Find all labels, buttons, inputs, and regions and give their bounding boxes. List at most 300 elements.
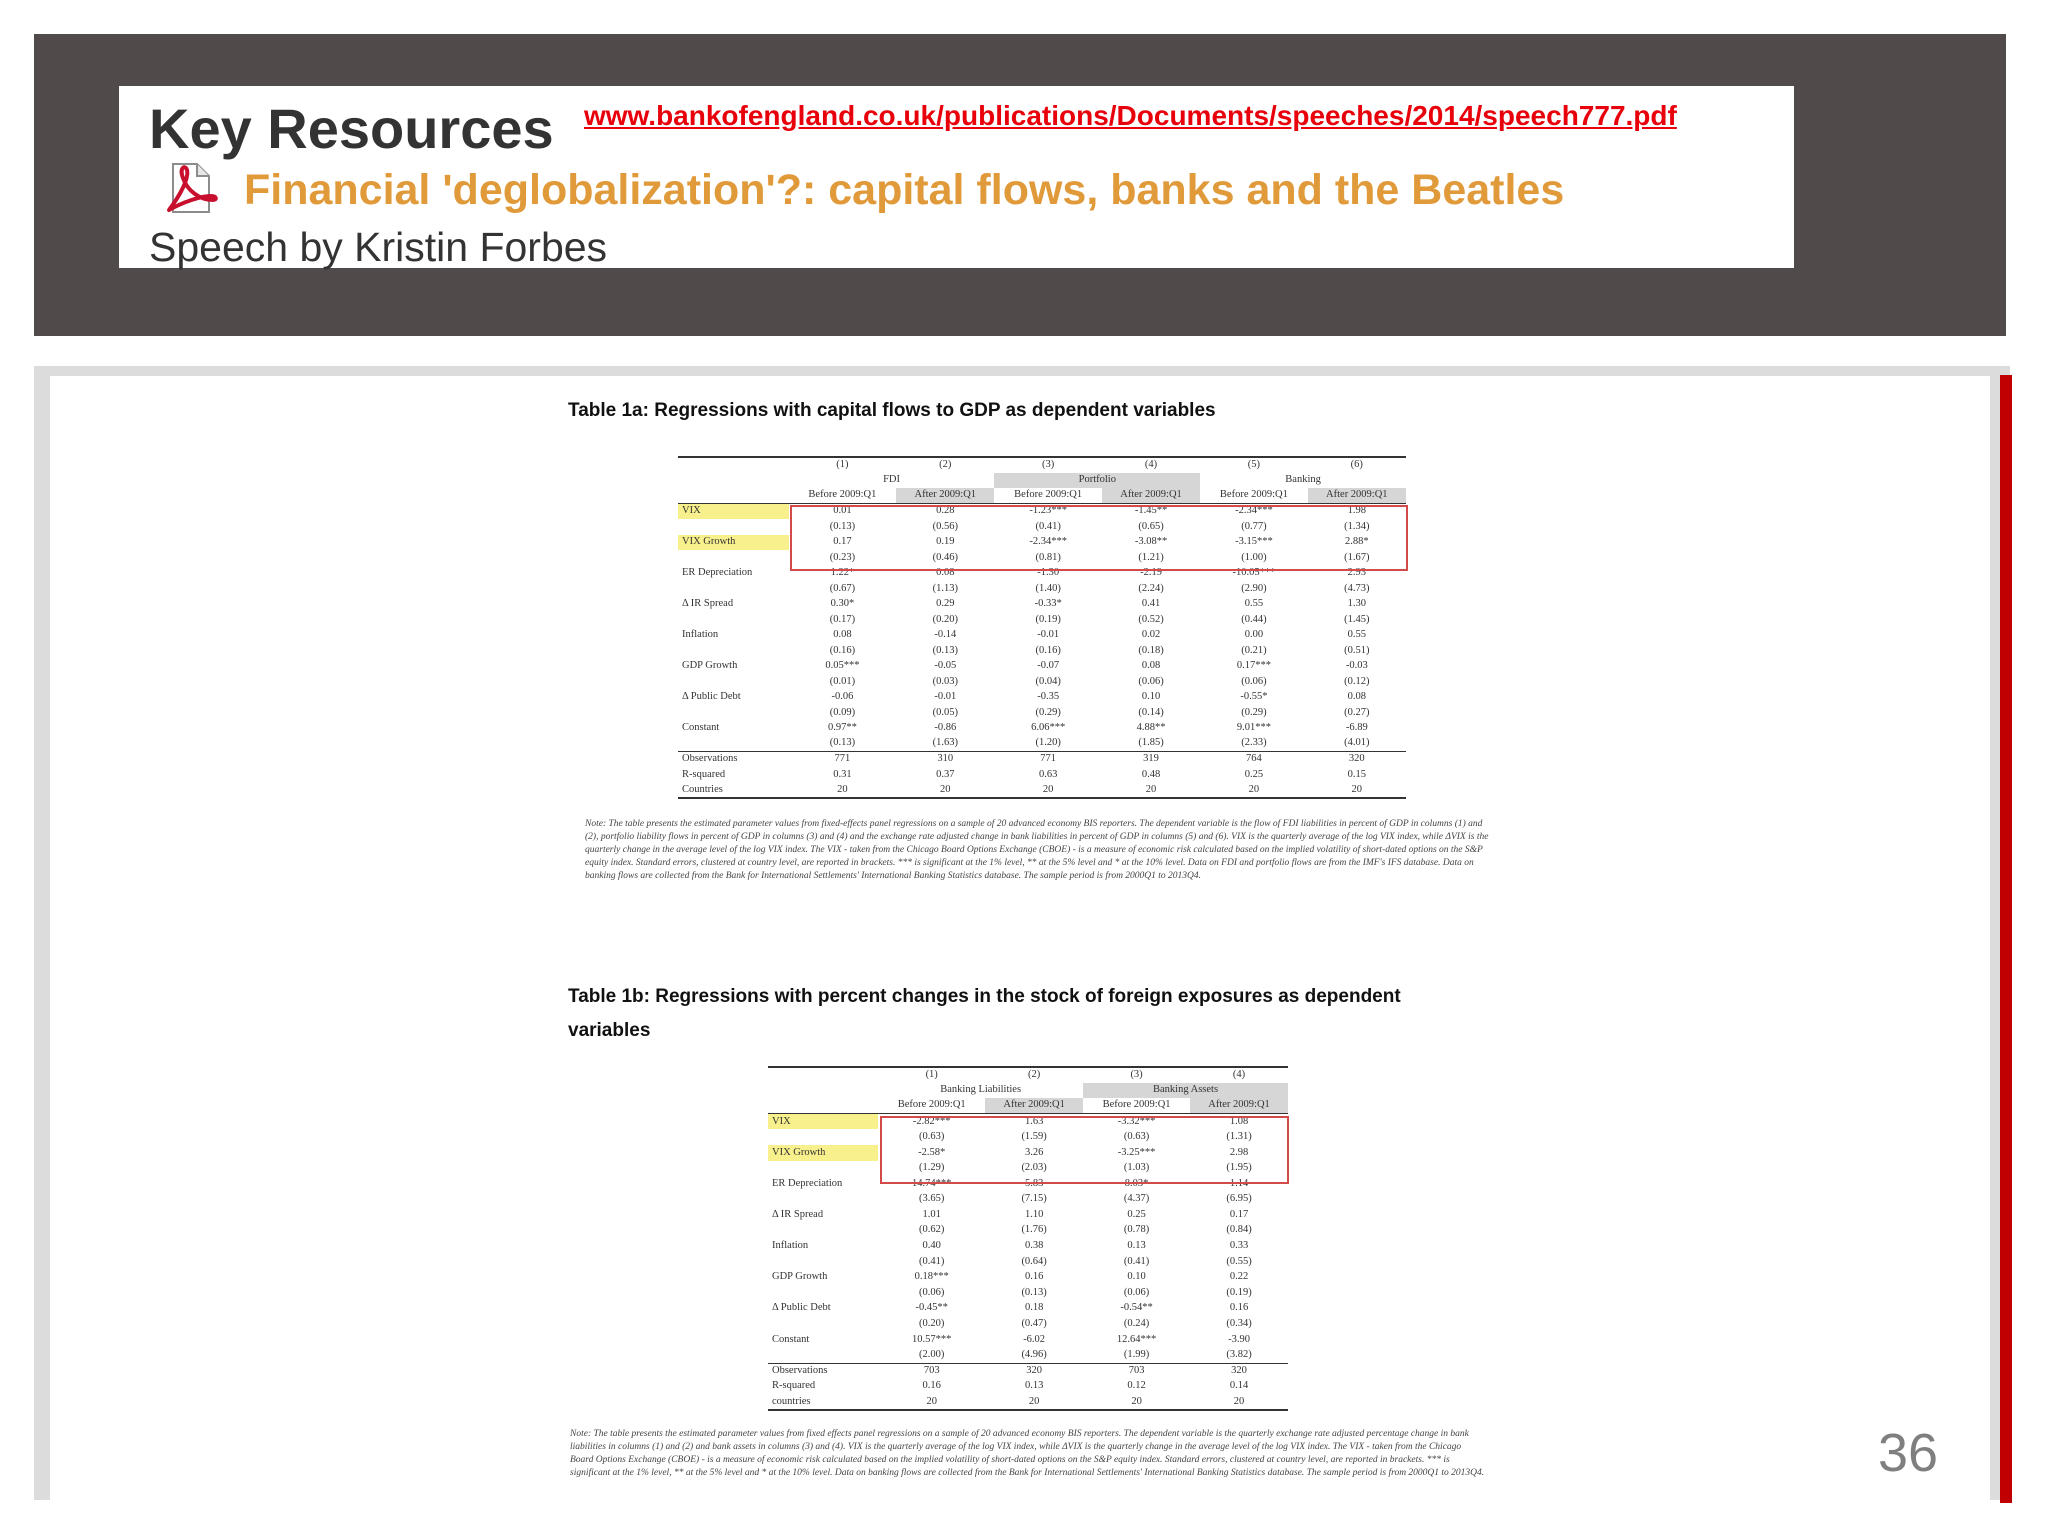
stats-label: countries <box>768 1394 878 1410</box>
coef-cell: 0.22 <box>1229 1271 1249 1283</box>
stats-cell: 0.16 <box>922 1380 941 1392</box>
row-label-empty <box>768 1285 878 1301</box>
col-number: (1) <box>789 457 896 473</box>
stats-cell: 20 <box>1083 1394 1190 1410</box>
coef-cell: 2.98 <box>1229 1146 1249 1158</box>
stats-cell: 0.14 <box>1229 1380 1249 1392</box>
se-cell: (0.55) <box>1226 1255 1252 1267</box>
coef-cell: 0.28 <box>896 504 994 520</box>
coef-cell: 0.19 <box>936 536 955 547</box>
stats-row <box>678 767 1406 783</box>
stats-cell: 319 <box>1102 752 1200 768</box>
coef-cell: 2.88* <box>1344 536 1369 547</box>
header-banner <box>34 34 2006 336</box>
col-number: (3) <box>1083 1067 1190 1083</box>
coef-cell: -0.07 <box>1037 660 1060 671</box>
se-cell: (1.45) <box>1344 613 1370 625</box>
table-1a-note: Note: The table presents the estimated parameter values from fixed-effects panel regressions on a sample of 20 advanced economy BIS reporters. The dependent variable is the flow of FDI liabilities in percent of GDP in columns (1) and (2), portfolio liability flows in percent of GDP in columns (3) and (4) and the exchange rate adjusted change in bank liabilities in percent of GDP in columns (5) and (6). VIX is the quarterly average of the log VIX index, while ΔVIX is the quarterly change in the average level of the log VIX index. The VIX - taken from the Chicago Board Options Exchange (CBOE) - is a measure of economic risk calculated based on the implied volatility of short-dated options on the S&P equity index. Standard errors, clustered at country level, are reported in brackets. *** is significant at the 1% level, ** at the 5% level and * at the 10% level. Data on FDI and portfolio flows are from the IMF's IFS database. Data on banking flows are collected from the Bank for International Settlements' International Banking Statistics database. The sample period is from 2000Q1 to 2013Q4. <box>585 819 1489 881</box>
se-cell: (0.09) <box>829 706 856 718</box>
stats-cell: 20 <box>1102 783 1200 799</box>
speech-author: Speech by Kristin Forbes <box>149 224 608 270</box>
stats-cell: 20 <box>789 783 896 799</box>
coef-cell: -3.25*** <box>1117 1146 1156 1158</box>
header-row-col-numbers <box>678 457 1406 473</box>
group-header: Banking Liabilities <box>940 1084 1022 1096</box>
stats-cell: 20 <box>1308 783 1406 799</box>
stats-cell: 320 <box>985 1363 1083 1379</box>
table-row <box>678 736 1406 752</box>
table-row <box>768 1207 1288 1223</box>
coef-cell: 0.08 <box>936 567 955 578</box>
se-cell: (0.34) <box>1226 1318 1252 1330</box>
se-cell: (0.04) <box>1035 675 1061 687</box>
period-header: After 2009:Q1 <box>985 1098 1083 1114</box>
stats-cell: 20 <box>878 1394 985 1410</box>
se-cell: (0.01) <box>829 675 856 687</box>
coef-cell: 0.18 <box>1024 1302 1044 1314</box>
se-cell: (0.51) <box>1344 644 1370 656</box>
table-row <box>678 628 1406 644</box>
row-label: Δ Public Debt <box>772 1302 831 1314</box>
coef-cell: 0.41 <box>1141 598 1161 609</box>
highlight-box-1b <box>880 1116 1289 1184</box>
period-header: Before 2009:Q1 <box>1219 489 1288 501</box>
row-label: GDP Growth <box>682 660 738 671</box>
se-cell: (0.23) <box>829 551 856 563</box>
coef-cell: 0.17 <box>1229 1208 1249 1220</box>
se-cell: (0.46) <box>932 551 958 563</box>
row-label: VIX Growth <box>768 1145 878 1161</box>
coef-cell: -0.35 <box>1037 691 1060 702</box>
coef-cell: -3.15*** <box>1235 536 1273 547</box>
period-header: Before 2009:Q1 <box>808 489 877 501</box>
accent-bar <box>2000 375 2012 1503</box>
period-header: Before 2009:Q1 <box>1102 1099 1171 1111</box>
coef-cell: 1.10 <box>1024 1208 1044 1220</box>
se-cell: (2.03) <box>1021 1162 1047 1174</box>
col-number: (2) <box>896 457 994 473</box>
se-cell: (0.05) <box>932 706 958 718</box>
se-cell: (0.06) <box>919 1286 945 1298</box>
coef-cell: 2.93 <box>1347 567 1366 578</box>
se-cell: (4.96) <box>1021 1348 1047 1360</box>
coef-cell: 0.55 <box>1244 598 1264 609</box>
table-row <box>768 1348 1288 1364</box>
coef-cell: -1.30 <box>1037 567 1060 578</box>
table-row <box>768 1285 1288 1301</box>
stats-cell: 20 <box>1200 783 1307 799</box>
table-row <box>678 612 1406 628</box>
coef-cell: -0.01 <box>934 691 957 702</box>
table-row <box>678 674 1406 690</box>
stats-label: Countries <box>678 783 789 799</box>
se-cell: (0.27) <box>1344 706 1370 718</box>
period-header: Before 2009:Q1 <box>897 1099 966 1111</box>
coef-cell: 1.98 <box>1308 504 1406 520</box>
se-cell: (0.13) <box>829 520 856 532</box>
table-row <box>678 659 1406 675</box>
col-number: (2) <box>985 1067 1083 1083</box>
coef-cell: -0.86 <box>934 722 957 733</box>
table-row <box>768 1254 1288 1270</box>
row-label-empty <box>678 473 789 489</box>
stats-cell: 771 <box>994 752 1101 768</box>
coef-cell: 12.64*** <box>1116 1333 1157 1345</box>
group-header: Banking Assets <box>1083 1083 1288 1099</box>
stats-cell: 764 <box>1200 752 1307 768</box>
se-cell: (3.65) <box>919 1193 945 1205</box>
row-label-empty <box>678 550 789 566</box>
se-cell: (0.41) <box>1123 1255 1150 1267</box>
coef-cell: -3.08** <box>1134 536 1168 547</box>
se-cell: (4.37) <box>1123 1193 1150 1205</box>
page-number: 36 <box>1878 1423 1939 1483</box>
coef-cell: -6.02 <box>1023 1333 1046 1345</box>
row-label: VIX <box>768 1114 878 1130</box>
coef-cell: 0.08 <box>1347 691 1366 702</box>
row-label: Δ IR Spread <box>682 598 734 609</box>
speech-title[interactable]: Financial 'deglobalization'?: capital flows, banks and the Beatles <box>244 166 1565 214</box>
se-cell: (6.95) <box>1226 1193 1252 1205</box>
se-cell: (1.59) <box>1021 1130 1047 1142</box>
coef-cell: 0.05*** <box>825 660 860 671</box>
coef-cell: 0.08 <box>833 629 852 640</box>
coef-cell: -0.05 <box>934 660 957 671</box>
row-label: Inflation <box>682 629 719 640</box>
se-cell: (2.90) <box>1241 582 1267 594</box>
row-label: Constant <box>682 722 720 733</box>
stats-cell: 20 <box>896 783 994 799</box>
row-label-empty <box>768 1067 878 1083</box>
se-cell: (1.29) <box>919 1162 945 1174</box>
row-label-empty <box>768 1192 878 1208</box>
coef-cell: 3.26 <box>1024 1146 1044 1158</box>
table-row <box>678 597 1406 613</box>
period-header: After 2009:Q1 <box>896 488 994 504</box>
resources-title: Key Resources <box>149 97 554 160</box>
se-cell: (1.00) <box>1241 551 1267 563</box>
row-label: GDP Growth <box>772 1271 828 1283</box>
se-cell: (0.63) <box>919 1130 945 1142</box>
coef-cell: -6.89 <box>1345 722 1368 733</box>
row-label-empty <box>678 736 789 752</box>
coef-cell: -0.03 <box>1345 660 1368 671</box>
coef-cell: 1.30 <box>1347 598 1366 609</box>
row-label: VIX Growth <box>678 535 789 551</box>
se-cell: (1.03) <box>1123 1162 1150 1174</box>
se-cell: (1.13) <box>932 582 958 594</box>
stats-cell: 20 <box>1190 1394 1288 1410</box>
table-row <box>768 1239 1288 1255</box>
se-cell: (0.62) <box>919 1224 945 1236</box>
coef-cell: 0.00 <box>1244 629 1264 640</box>
row-label: Constant <box>772 1333 810 1345</box>
se-cell: (0.24) <box>1123 1318 1150 1330</box>
stats-row <box>768 1363 1288 1379</box>
row-label-empty <box>678 581 789 597</box>
se-cell: (0.03) <box>932 675 958 687</box>
coef-cell: -2.58* <box>918 1146 946 1158</box>
coef-cell: 0.25 <box>1127 1208 1146 1220</box>
coef-cell: -0.33* <box>1034 598 1062 609</box>
se-cell: (0.16) <box>829 644 856 656</box>
stats-cell: 0.12 <box>1127 1380 1146 1392</box>
period-header: After 2009:Q1 <box>1102 488 1200 504</box>
coef-cell: 0.17*** <box>1236 660 1271 671</box>
se-cell: (1.34) <box>1344 520 1370 532</box>
se-cell: (3.82) <box>1226 1348 1252 1360</box>
table-1b-title-line1: Table 1b: Regressions with percent changes in the stock of foreign exposures as dependent <box>568 986 1401 1007</box>
coef-cell: 1.22* <box>830 567 855 578</box>
stats-cell: 0.37 <box>936 768 955 780</box>
stats-row <box>768 1394 1288 1410</box>
coef-cell: 1.14 <box>1229 1177 1249 1189</box>
row-label-empty <box>768 1161 878 1177</box>
col-number: (1) <box>878 1067 985 1083</box>
se-cell: (0.19) <box>1035 613 1061 625</box>
stats-label: Observations <box>678 752 789 768</box>
table-1b-note: Note: The table presents the estimated parameter values from fixed effects panel regressions on a sample of 20 advanced economy BIS reporters. The dependent variable is the quarterly exchange rate adjusted percentage change in bank liabilities in columns (1) and (2) and bank assets in columns (3) and (4). VIX is the quarterly average of the log VIX index, while ΔVIX is the quarterly change in the average level of the log VIX index. The VIX - taken from the Chicago Board Options Exchange (CBOE) - is a measure of economic risk calculated based on the implied volatility of short-dated options on the S&P equity index. Standard errors, clustered at country level, are reported in brackets. *** is significant at the 1% level, ** at the 5% level and * at the 10% level. Data on banking flows are collected from the Bank for International Settlements' International Banking Statistics database. The sample period is from 2000Q1 to 2013Q4. <box>570 1429 1485 1478</box>
row-label-empty <box>678 457 789 473</box>
row-label: ER Depreciation <box>772 1177 843 1189</box>
se-cell: (4.01) <box>1344 737 1370 749</box>
row-label-empty <box>678 674 789 690</box>
se-cell: (4.73) <box>1344 582 1370 594</box>
se-cell: (1.85) <box>1138 737 1164 749</box>
se-cell: (0.41) <box>1035 520 1061 532</box>
se-cell: (1.99) <box>1123 1348 1150 1360</box>
row-label-empty <box>768 1098 878 1114</box>
se-cell: (0.78) <box>1123 1224 1150 1236</box>
row-label-empty <box>678 488 789 504</box>
table-row <box>768 1223 1288 1239</box>
se-cell: (0.84) <box>1226 1224 1252 1236</box>
se-cell: (0.20) <box>932 613 958 625</box>
coef-cell: -2.34*** <box>1029 536 1067 547</box>
row-label: VIX <box>678 504 789 520</box>
stats-cell: 0.31 <box>833 768 852 780</box>
coef-cell: -0.06 <box>831 691 854 702</box>
row-label-empty <box>678 705 789 721</box>
se-cell: (0.21) <box>1241 644 1267 656</box>
se-cell: (0.65) <box>1138 520 1164 532</box>
stats-cell: 771 <box>789 752 896 768</box>
period-header: After 2009:Q1 <box>1308 488 1406 504</box>
stats-label: Observations <box>768 1363 878 1379</box>
stats-cell: 320 <box>1308 752 1406 768</box>
se-cell: (0.67) <box>829 582 856 594</box>
row-label-empty <box>678 519 789 535</box>
coef-cell: -1.45** <box>1102 504 1200 520</box>
coef-cell: 10.57*** <box>912 1333 952 1345</box>
header-row-groups <box>678 473 1406 489</box>
row-label-empty <box>768 1254 878 1270</box>
coef-cell: 0.08 <box>1141 660 1161 671</box>
stats-cell: 0.13 <box>1024 1380 1044 1392</box>
table-row <box>768 1332 1288 1348</box>
coef-cell: 1.63 <box>985 1114 1083 1130</box>
stats-row <box>678 752 1406 768</box>
se-cell: (1.63) <box>932 737 958 749</box>
coef-cell: 0.97** <box>827 722 857 733</box>
se-cell: (0.64) <box>1021 1255 1047 1267</box>
coef-cell: -10.05*** <box>1232 567 1276 578</box>
se-cell: (0.47) <box>1021 1318 1047 1330</box>
stats-cell: 0.15 <box>1347 768 1366 780</box>
se-cell: (0.12) <box>1344 675 1370 687</box>
se-cell: (0.29) <box>1035 706 1061 718</box>
coef-cell: -0.45** <box>915 1302 948 1314</box>
pdf-icon[interactable] <box>163 160 219 216</box>
period-header: After 2009:Q1 <box>1190 1098 1288 1114</box>
table-row <box>678 581 1406 597</box>
resource-card <box>119 86 1794 268</box>
row-label: ER Depreciation <box>682 567 753 578</box>
col-number: (4) <box>1190 1067 1288 1083</box>
row-label-empty <box>768 1223 878 1239</box>
se-cell: (0.81) <box>1035 551 1061 563</box>
coef-cell: 14.74*** <box>912 1177 952 1189</box>
stats-cell: 310 <box>896 752 994 768</box>
table-row <box>678 643 1406 659</box>
table-1a-title: Table 1a: Regressions with capital flows to GDP as dependent variables <box>568 400 1216 421</box>
se-cell: (0.17) <box>829 613 856 625</box>
se-cell: (1.31) <box>1226 1130 1252 1142</box>
se-cell: (0.19) <box>1226 1286 1252 1298</box>
stats-row <box>768 1379 1288 1395</box>
se-cell: (1.40) <box>1035 582 1061 594</box>
se-cell: (2.24) <box>1138 582 1164 594</box>
se-cell: (0.77) <box>1241 520 1267 532</box>
coef-cell: 0.18*** <box>914 1271 949 1283</box>
coef-cell: 0.10 <box>1127 1271 1146 1283</box>
se-cell: (0.06) <box>1138 675 1164 687</box>
coef-cell: 0.17 <box>833 536 852 547</box>
row-label-empty <box>768 1348 878 1364</box>
stats-cell: 0.25 <box>1244 768 1264 780</box>
coef-cell: 0.10 <box>1141 691 1161 702</box>
stats-cell: 0.63 <box>1038 768 1058 780</box>
se-cell: (1.95) <box>1226 1162 1252 1174</box>
se-cell: (1.76) <box>1021 1224 1047 1236</box>
group-header: FDI <box>883 474 901 485</box>
coef-cell: -0.14 <box>934 629 957 640</box>
coef-cell: 6.06*** <box>1031 722 1066 733</box>
coef-cell: 1.01 <box>922 1208 941 1220</box>
table-row <box>768 1317 1288 1333</box>
stats-cell: 0.48 <box>1141 768 1161 780</box>
table-row <box>768 1270 1288 1286</box>
se-cell: (2.33) <box>1241 737 1267 749</box>
col-number: (6) <box>1308 457 1406 473</box>
se-cell: (0.29) <box>1241 706 1267 718</box>
coef-cell: -0.01 <box>1037 629 1060 640</box>
stats-row <box>678 783 1406 799</box>
se-cell: (0.56) <box>932 520 958 532</box>
row-label-empty <box>768 1083 878 1099</box>
stats-cell: 703 <box>1083 1363 1190 1379</box>
coef-cell: 0.33 <box>1229 1240 1249 1252</box>
se-cell: (7.15) <box>1021 1193 1047 1205</box>
se-cell: (1.67) <box>1344 551 1370 563</box>
se-cell: (2.00) <box>919 1348 945 1360</box>
col-number: (4) <box>1102 457 1200 473</box>
coef-cell: -2.19 <box>1140 567 1162 578</box>
coef-cell: 4.88** <box>1136 722 1166 733</box>
table-row <box>768 1301 1288 1317</box>
coef-cell: -0.54** <box>1120 1302 1153 1314</box>
se-cell: (0.41) <box>919 1255 945 1267</box>
se-cell: (0.18) <box>1138 644 1164 656</box>
coef-cell: 0.13 <box>1127 1240 1146 1252</box>
stats-cell: 703 <box>878 1363 985 1379</box>
row-label: Δ Public Debt <box>682 691 741 702</box>
se-cell: (0.14) <box>1138 706 1164 718</box>
stats-cell: 20 <box>994 783 1101 799</box>
se-cell: (0.20) <box>919 1318 945 1330</box>
coef-cell: 1.08 <box>1190 1114 1288 1130</box>
se-cell: (0.44) <box>1241 613 1267 625</box>
highlight-box-1a <box>790 505 1408 571</box>
header-row-col-numbers <box>768 1067 1288 1083</box>
period-header: Before 2009:Q1 <box>1014 489 1083 501</box>
se-cell: (0.16) <box>1035 644 1061 656</box>
row-label: Δ IR Spread <box>772 1208 824 1220</box>
coef-cell: 0.29 <box>936 598 955 609</box>
header-row-periods <box>768 1098 1288 1114</box>
table-row <box>768 1192 1288 1208</box>
group-header: Portfolio <box>994 473 1200 489</box>
se-cell: (0.52) <box>1138 613 1164 625</box>
coef-cell: -2.82*** <box>878 1114 985 1130</box>
col-number: (5) <box>1200 457 1307 473</box>
coef-cell: 5.83 <box>1024 1177 1044 1189</box>
se-cell: (0.13) <box>1021 1286 1047 1298</box>
speech-pdf-link[interactable]: www.bankofengland.co.uk/publications/Documents/speeches/2014/speech777.pdf <box>584 100 1677 131</box>
group-header: Banking <box>1285 474 1321 485</box>
se-cell: (0.06) <box>1241 675 1267 687</box>
se-cell: (1.21) <box>1138 551 1164 563</box>
se-cell: (0.06) <box>1123 1286 1150 1298</box>
coef-cell: -2.34*** <box>1200 504 1307 520</box>
se-cell: (0.13) <box>932 644 958 656</box>
header-row-periods <box>678 488 1406 504</box>
table-row <box>678 705 1406 721</box>
coef-cell: 0.16 <box>1229 1302 1249 1314</box>
stats-label: R-squared <box>772 1380 816 1392</box>
header-row-groups <box>768 1083 1288 1099</box>
coef-cell: 0.16 <box>1024 1271 1044 1283</box>
coef-cell: 0.01 <box>789 504 896 520</box>
coef-cell: 8.03* <box>1124 1177 1149 1189</box>
table-1b-title-line2: variables <box>568 1020 651 1041</box>
se-cell: (1.20) <box>1035 737 1061 749</box>
coef-cell: 0.30* <box>830 598 855 609</box>
coef-cell: -3.90 <box>1228 1333 1250 1345</box>
coef-cell: 0.55 <box>1347 629 1366 640</box>
stats-cell: 320 <box>1190 1363 1288 1379</box>
row-label-empty <box>768 1129 878 1145</box>
coef-cell: -3.32*** <box>1083 1114 1190 1130</box>
table-row <box>678 721 1406 737</box>
stats-cell: 20 <box>985 1394 1083 1410</box>
row-label-empty <box>768 1317 878 1333</box>
row-label-empty <box>678 643 789 659</box>
row-label-empty <box>678 612 789 628</box>
coef-cell: 0.38 <box>1024 1240 1044 1252</box>
col-number: (3) <box>994 457 1101 473</box>
se-cell: (0.13) <box>829 737 856 749</box>
